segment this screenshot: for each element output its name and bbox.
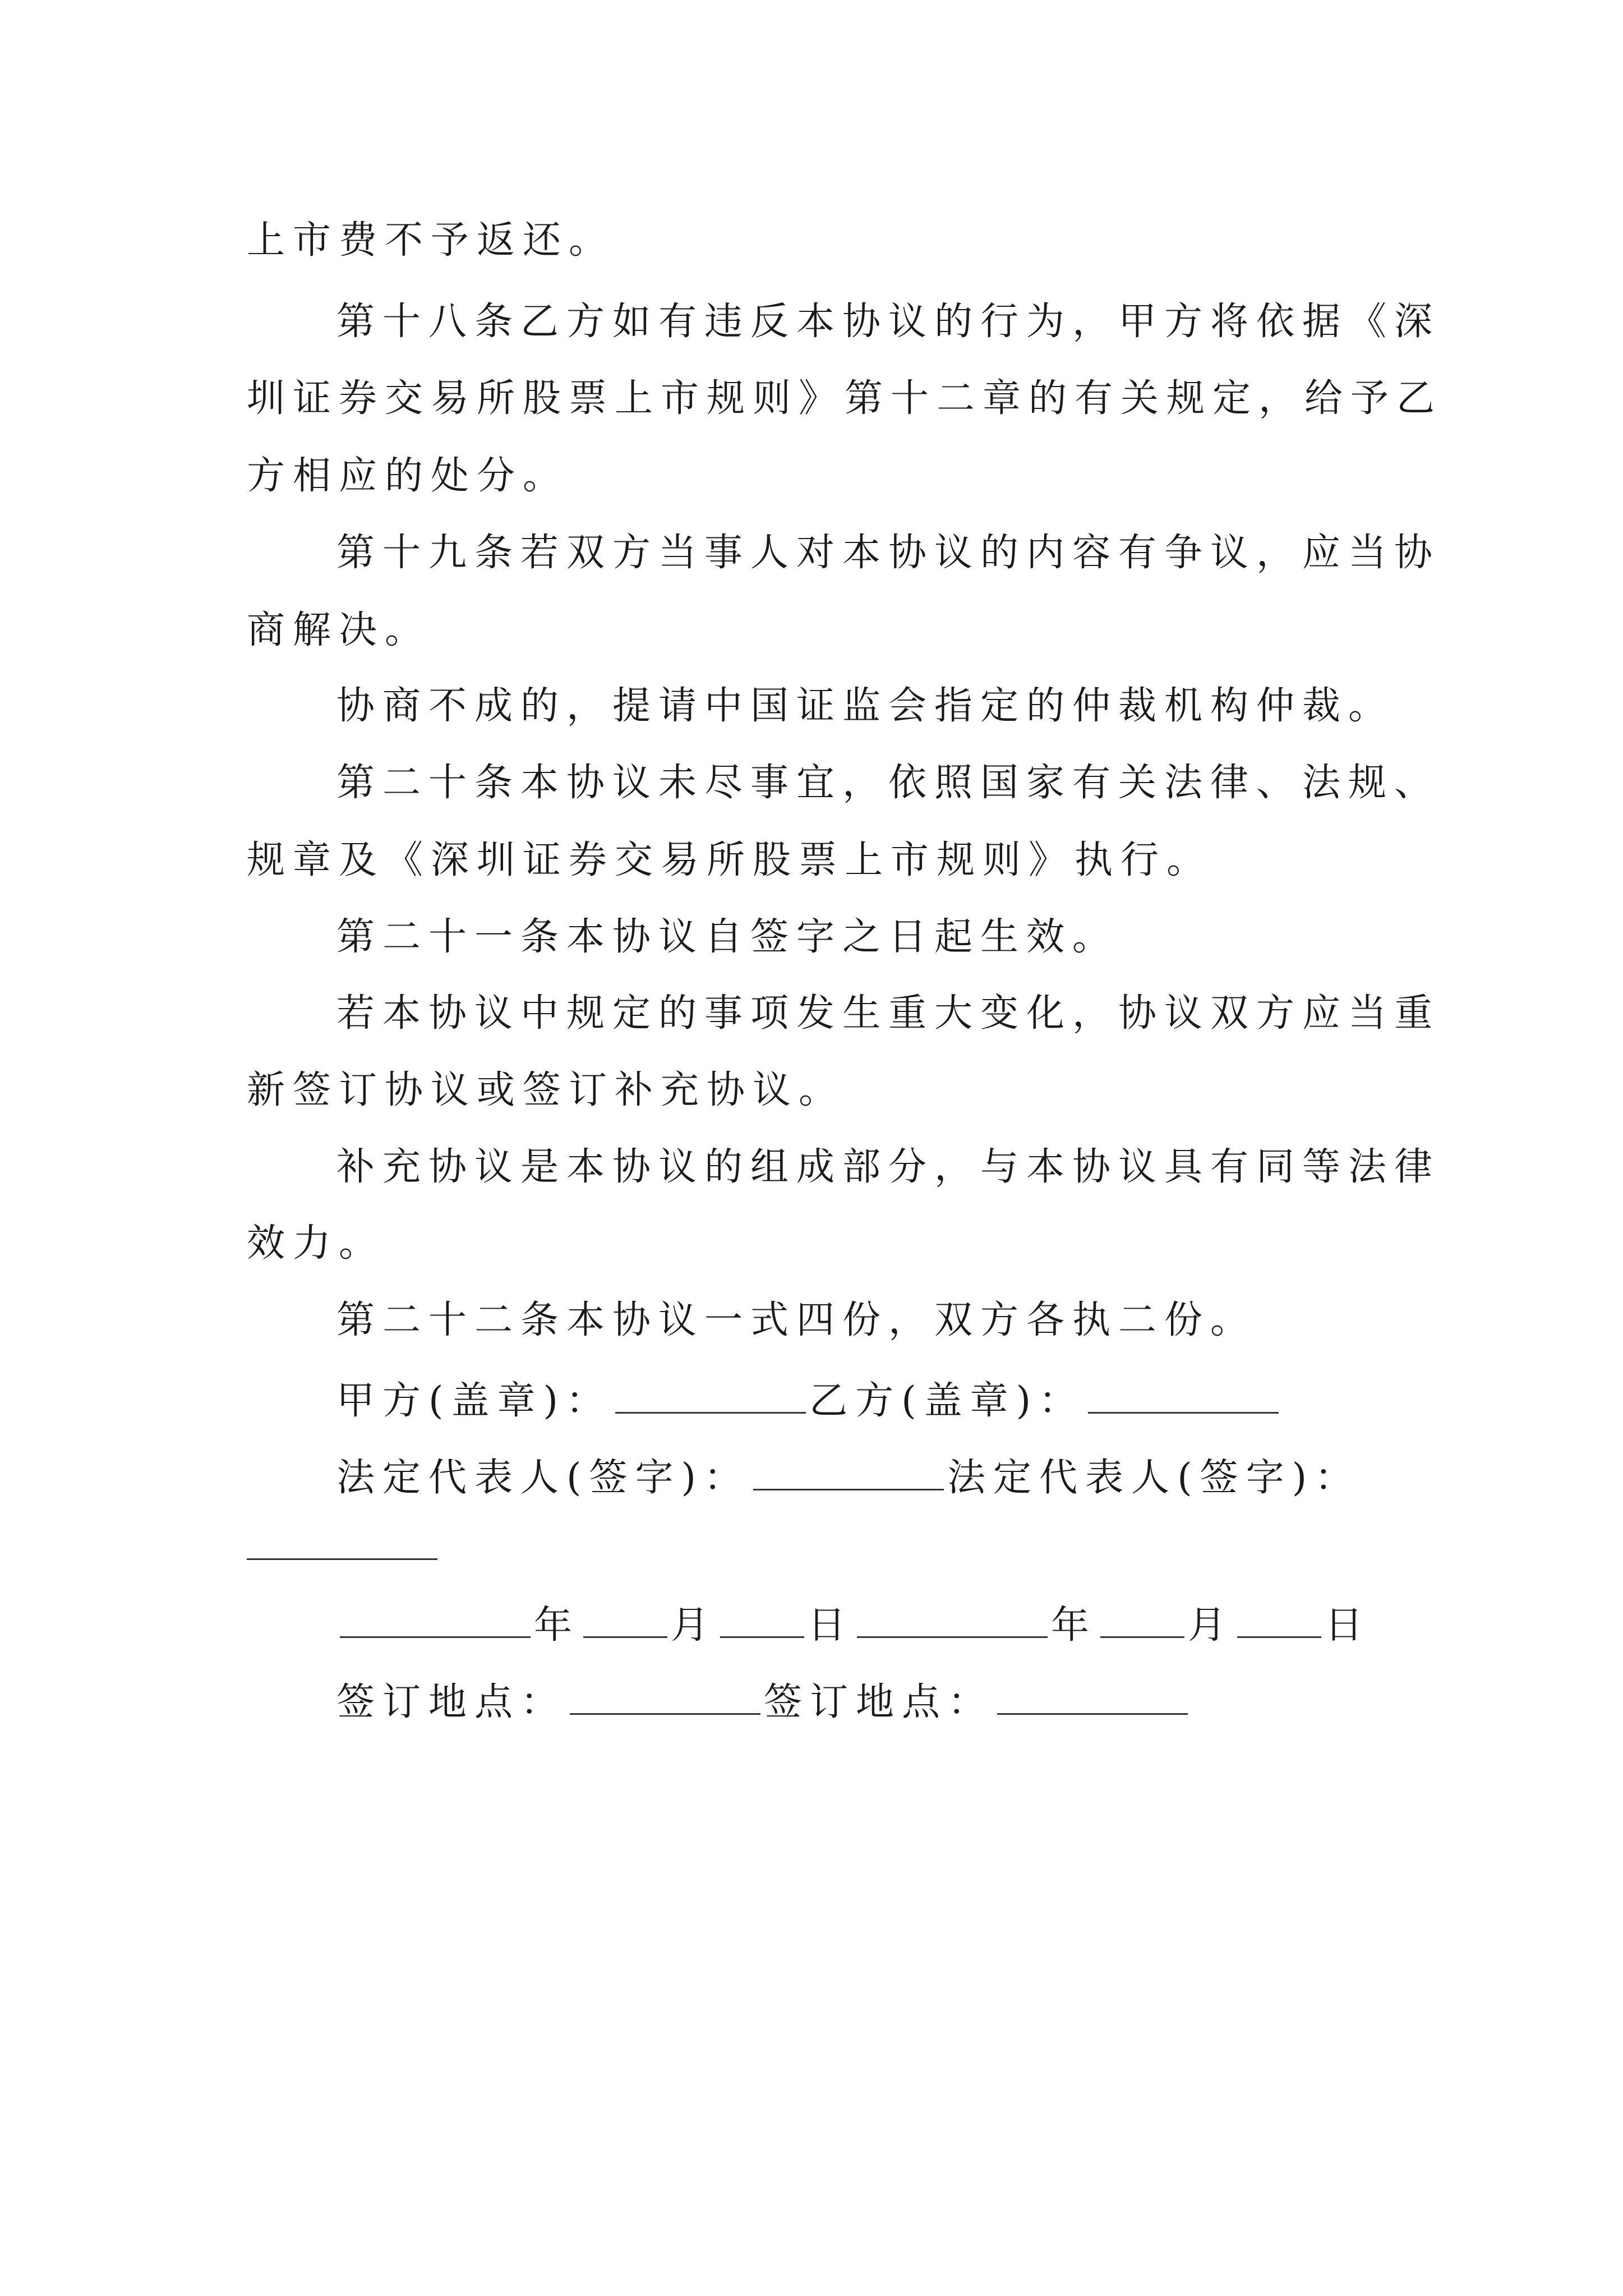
paragraph-line: 商解决。 <box>247 608 431 652</box>
month-a-label: 月 <box>671 1603 717 1648</box>
legal-rep-b-label: 法定代表人(签字)： <box>947 1456 1361 1500</box>
year-b-label: 年 <box>1051 1603 1098 1648</box>
paragraph-line: 第二十条本协议未尽事宜，依照国家有关法律、法规、 <box>336 761 1441 805</box>
paragraph-line: 圳证券交易所股票上市规则》第十二章的有关规定，给予乙 <box>247 376 1443 421</box>
party-b-seal-label: 乙方(盖章)： <box>809 1379 1085 1423</box>
paragraph-line: 新签订协议或签订补充协议。 <box>247 1068 845 1112</box>
legal-rep-line <box>336 1454 1361 1500</box>
party-b-seal-blank[interactable] <box>1088 1377 1279 1414</box>
paragraph-line: 若本协议中规定的事项发生重大变化，协议双方应当重 <box>336 991 1441 1036</box>
paragraph-line: 规章及《深圳证券交易所股票上市规则》执行。 <box>247 838 1213 882</box>
month-b-label: 月 <box>1188 1603 1234 1648</box>
paragraph-line: 补充协议是本协议的组成部分，与本协议具有同等法律 <box>336 1145 1441 1189</box>
party-a-seal-label: 甲方(盖章)： <box>336 1379 612 1423</box>
paragraph-line: 第二十二条本协议一式四份，双方各执二份。 <box>336 1298 1257 1342</box>
place-b-blank[interactable] <box>997 1678 1188 1715</box>
paragraph-line: 协商不成的，提请中国证监会指定的仲裁机构仲裁。 <box>336 684 1395 728</box>
year-b-blank[interactable] <box>857 1602 1048 1638</box>
day-b-blank[interactable] <box>1237 1602 1321 1638</box>
day-a-label: 日 <box>808 1603 854 1648</box>
day-b-label: 日 <box>1325 1603 1371 1648</box>
day-a-blank[interactable] <box>720 1602 804 1638</box>
place-a-blank[interactable] <box>570 1678 760 1715</box>
date-line <box>336 1602 1371 1648</box>
legal-rep-a-blank[interactable] <box>753 1454 944 1490</box>
paragraph-line: 第十九条若双方当事人对本协议的内容有争议，应当协 <box>336 531 1441 575</box>
month-a-blank[interactable] <box>583 1602 667 1638</box>
legal-rep-b-blank[interactable] <box>247 1558 437 1560</box>
place-line <box>336 1678 1191 1722</box>
year-a-label: 年 <box>534 1603 580 1648</box>
party-a-seal-blank[interactable] <box>615 1377 806 1414</box>
paragraph-line: 第二十一条本协议自签字之日起生效。 <box>336 915 1119 959</box>
place-a-label: 签订地点： <box>336 1680 567 1724</box>
paragraph-line: 第十八条乙方如有违反本协议的行为，甲方将依据《深 <box>336 300 1441 344</box>
place-b-label: 签订地点： <box>764 1680 994 1724</box>
seal-line <box>336 1377 1282 1423</box>
paragraph-line: 效力。 <box>247 1221 385 1266</box>
month-b-blank[interactable] <box>1100 1602 1184 1638</box>
legal-rep-a-label: 法定代表人(签字)： <box>336 1456 750 1500</box>
paragraph-line: 上市费不予返还。 <box>247 218 615 263</box>
year-a-blank[interactable] <box>340 1602 531 1638</box>
paragraph-line: 方相应的处分。 <box>247 454 569 498</box>
